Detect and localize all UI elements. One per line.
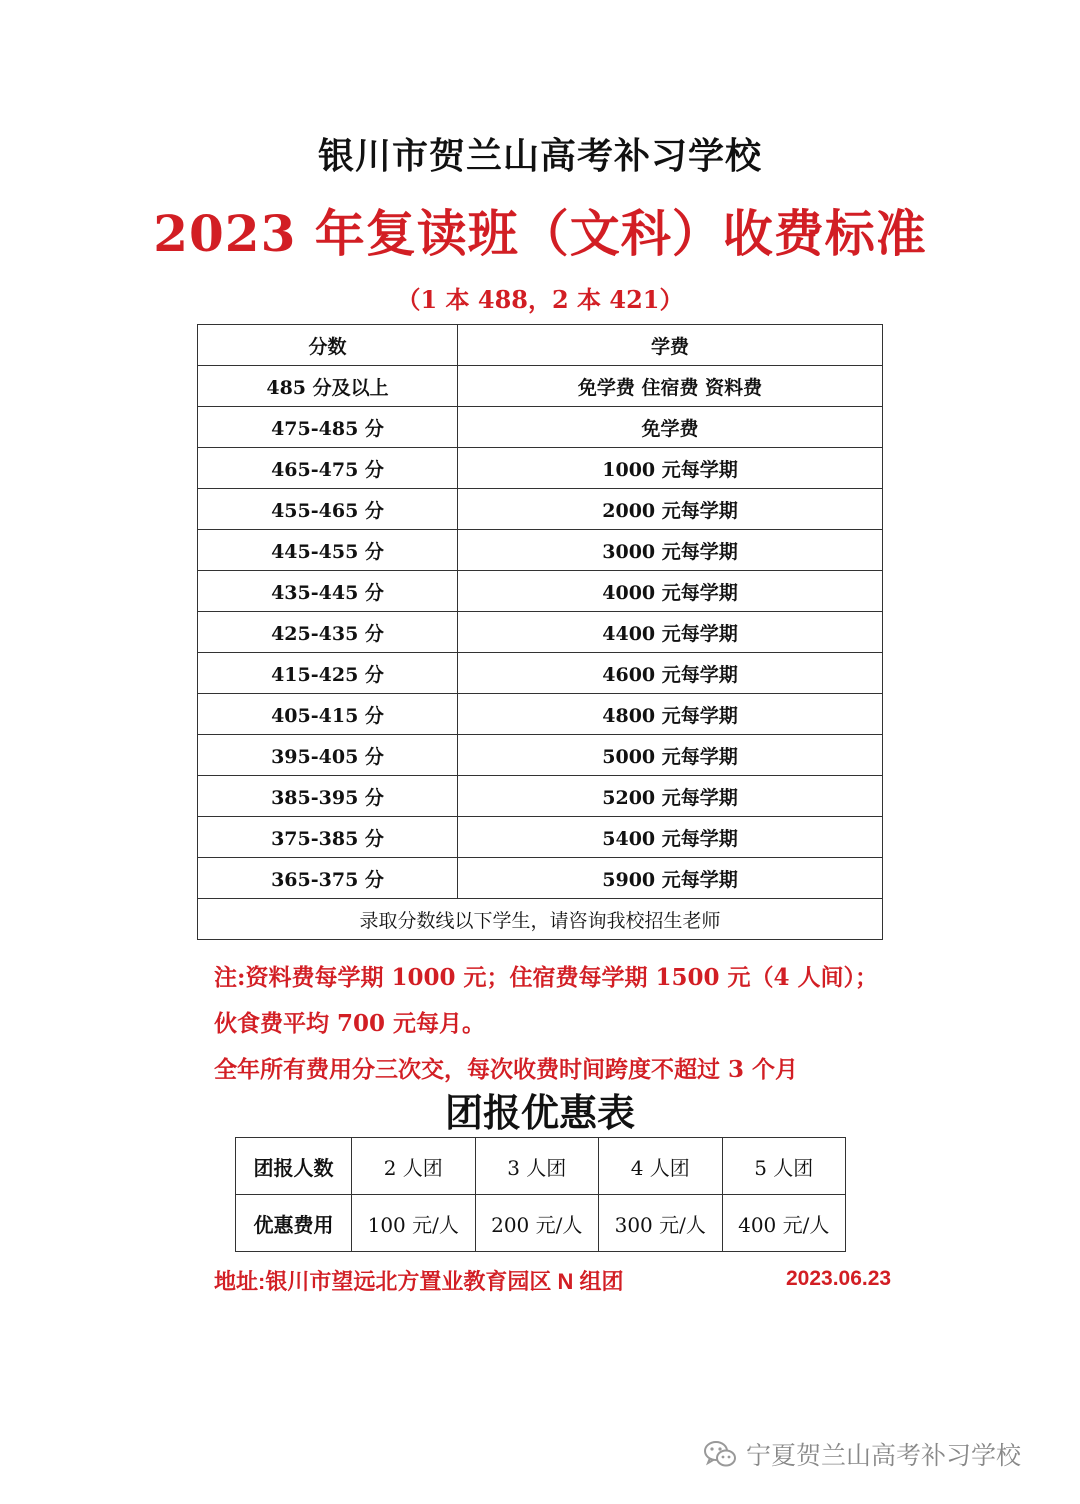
score-range-cell: 485 分及以上 <box>198 366 458 407</box>
tuition-cell: 5900 元每学期 <box>458 858 883 899</box>
table-footer-note: 录取分数线以下学生，请咨询我校招生老师 <box>198 899 883 940</box>
wechat-icon <box>702 1438 738 1470</box>
score-range-cell: 425-435 分 <box>198 612 458 653</box>
tuition-cell: 免学费 <box>458 407 883 448</box>
tuition-cell: 3000 元每学期 <box>458 530 883 571</box>
price-cell: 100 元/人 <box>352 1195 476 1252</box>
column-header-tuition: 学费 <box>458 325 883 366</box>
note-line: 全年所有费用分三次交，每次收费时间跨度不超过 3 个月 <box>214 1056 799 1083</box>
tuition-cell: 免学费 住宿费 资料费 <box>458 366 883 407</box>
school-name: 银川市贺兰山高考补习学校 <box>317 135 762 177</box>
note-line: 注:资料费每学期 1000 元；住宿费每学期 1500 元（4 人间）； <box>214 964 879 991</box>
notes <box>214 955 914 1093</box>
group-size-cell: 4 人团 <box>599 1138 723 1195</box>
table-row <box>198 776 883 817</box>
score-range-cell: 405-415 分 <box>198 694 458 735</box>
column-header-score: 分数 <box>198 325 458 366</box>
group-discount-table <box>235 1137 846 1252</box>
score-range-cell: 395-405 分 <box>198 735 458 776</box>
table-row <box>198 612 883 653</box>
table-row <box>198 366 883 407</box>
tuition-cell: 4400 元每学期 <box>458 612 883 653</box>
score-range-cell: 465-475 分 <box>198 448 458 489</box>
table-row <box>198 858 883 899</box>
group-size-cell: 2 人团 <box>352 1138 476 1195</box>
score-range-cell: 475-485 分 <box>198 407 458 448</box>
score-range-cell: 445-455 分 <box>198 530 458 571</box>
row-label: 团报人数 <box>236 1138 352 1195</box>
table-row <box>198 735 883 776</box>
discount-price-row <box>236 1195 846 1252</box>
score-range-cell: 455-465 分 <box>198 489 458 530</box>
page-title: 2023 年复读班（文科）收费标准 <box>153 204 927 263</box>
score-range-cell: 385-395 分 <box>198 776 458 817</box>
tuition-cell: 4600 元每学期 <box>458 653 883 694</box>
tuition-cell: 5000 元每学期 <box>458 735 883 776</box>
group-size-row <box>236 1138 846 1195</box>
fee-table <box>197 324 883 940</box>
school-address: 地址:银川市望远北方置业教育园区 N 组团 <box>214 1269 624 1294</box>
table-row <box>198 407 883 448</box>
table-row <box>198 817 883 858</box>
table-row <box>198 489 883 530</box>
score-range-cell: 435-445 分 <box>198 571 458 612</box>
publish-date: 2023.06.23 <box>786 1267 892 1290</box>
row-label: 优惠费用 <box>236 1195 352 1252</box>
table-row <box>198 571 883 612</box>
tuition-cell: 1000 元每学期 <box>458 448 883 489</box>
table-row <box>198 448 883 489</box>
score-range-cell: 375-385 分 <box>198 817 458 858</box>
note-line: 伙食费平均 700 元每月。 <box>214 1010 486 1037</box>
table-footer-row <box>198 899 883 940</box>
tuition-cell: 4000 元每学期 <box>458 571 883 612</box>
table-row <box>198 694 883 735</box>
score-range-cell: 415-425 分 <box>198 653 458 694</box>
tuition-cell: 5400 元每学期 <box>458 817 883 858</box>
group-size-cell: 3 人团 <box>475 1138 599 1195</box>
price-cell: 400 元/人 <box>722 1195 846 1252</box>
score-range-cell: 365-375 分 <box>198 858 458 899</box>
price-cell: 300 元/人 <box>599 1195 723 1252</box>
tuition-cell: 4800 元每学期 <box>458 694 883 735</box>
table-header-row <box>198 325 883 366</box>
group-size-cell: 5 人团 <box>722 1138 846 1195</box>
tuition-cell: 5200 元每学期 <box>458 776 883 817</box>
wechat-watermark <box>702 1436 1021 1472</box>
table-row <box>198 653 883 694</box>
price-cell: 200 元/人 <box>475 1195 599 1252</box>
watermark-text: 宁夏贺兰山高考补习学校 <box>746 1441 1022 1470</box>
tuition-cell: 2000 元每学期 <box>458 489 883 530</box>
group-discount-title: 团报优惠表 <box>444 1090 635 1135</box>
cutoff-scores: （1 本 488，2 本 421） <box>396 285 684 314</box>
table-row <box>198 530 883 571</box>
